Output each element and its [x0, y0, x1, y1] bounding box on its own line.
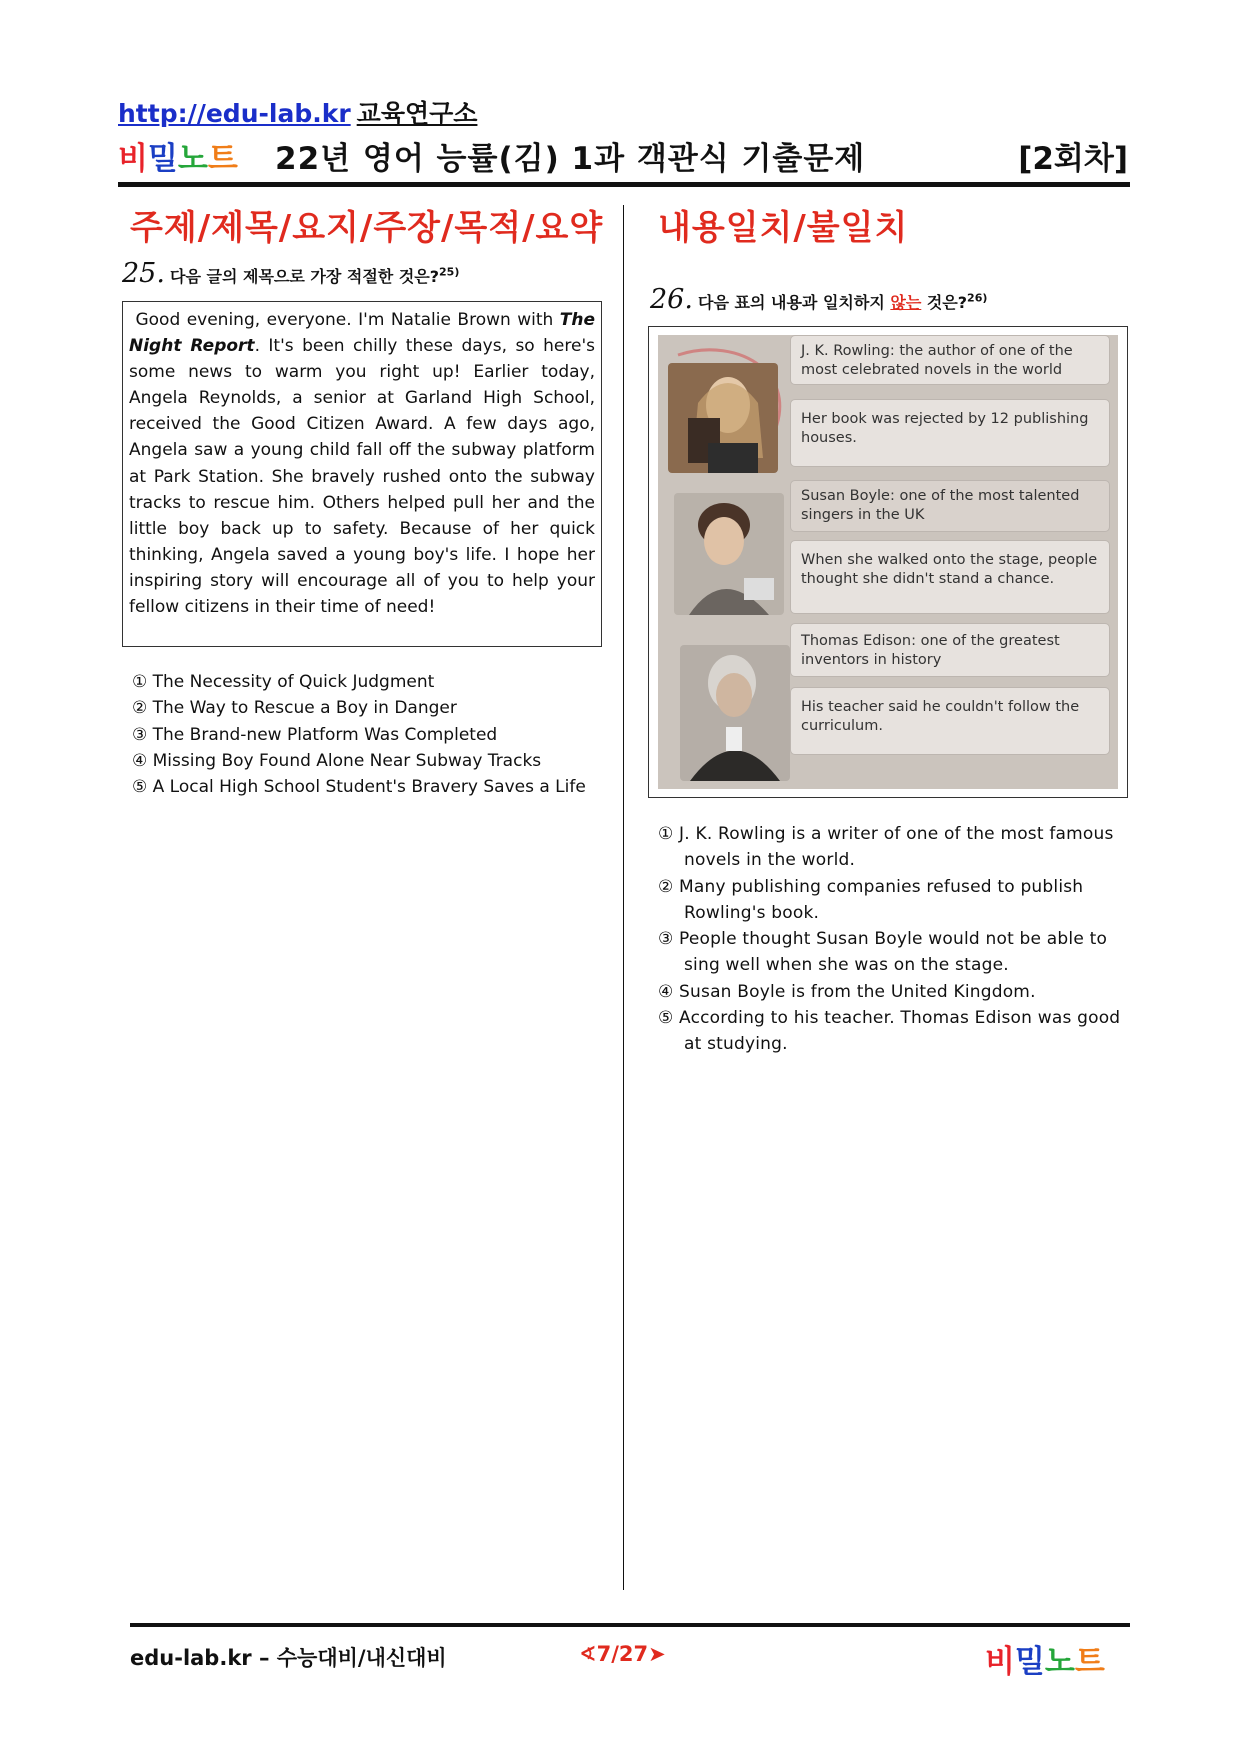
footer-site-text: edu-lab.kr – 수능대비/내신대비 — [130, 1646, 447, 1670]
answer-options-25 — [132, 669, 586, 800]
figure-box — [648, 326, 1128, 798]
right-section-heading: 내용일치/불일치 — [658, 208, 909, 248]
brand-char-2: 밀 — [1014, 1644, 1045, 1680]
header-divider — [118, 182, 1130, 187]
option-1[interactable]: ① The Necessity of Quick Judgment — [132, 672, 435, 692]
brand-char-3: 노 — [177, 141, 208, 177]
column-divider — [623, 205, 624, 1590]
brand-char-4: 트 — [1074, 1644, 1105, 1680]
page-title — [118, 133, 1128, 178]
option-4[interactable]: ④ Susan Boyle is from the United Kingdom. — [658, 981, 1036, 1002]
option-4[interactable]: ④ Missing Boy Found Alone Near Subway Tracks — [132, 750, 542, 771]
footer-brand-logo — [985, 1636, 1105, 1681]
question-number: 26. — [650, 284, 693, 315]
question-text: 다음 표의 내용과 일치하지 않는 것은?$^{26)}$ — [698, 291, 988, 312]
rowling-info-card: J. K. Rowling: the author of one of the most celebrated novels in the world — [790, 335, 1110, 385]
page-number: ∢7/27➤ — [579, 1642, 666, 1666]
boyle-detail-card: When she walked onto the stage, people thought she didn't stand a chance. — [790, 540, 1110, 614]
boyle-portrait — [674, 493, 784, 615]
question-number: 25. — [122, 258, 165, 289]
question-26-stem — [650, 284, 987, 315]
brand-char-4: 트 — [207, 141, 238, 177]
passage-text: Good evening, everyone. I'm Natalie Brown with The Night Report. It's been chilly these days, so here's some news to warm you right up! Earlier today, Angela Reynolds, a senior at Garland High School, received the Good Citizen Award. A few days ago, Angela saw a young child fall off the subway platform at Park Station. She bravely rushed onto the subway tracks to rescue him. Others helped pull her and the little boy back up to safety. Because of her quick thinking, Angela saved a young boy's life. I hope her inspiring story will encourage all of you to help your fellow citizens in their time of need! — [129, 310, 595, 618]
edison-detail-card: His teacher said he couldn't follow the curriculum. — [790, 687, 1110, 755]
brand-logo — [118, 141, 238, 177]
option-3[interactable]: ③ The Brand-new Platform Was Completed — [132, 724, 498, 745]
rowling-detail-card: Her book was rejected by 12 publishing houses. — [790, 399, 1110, 467]
left-section-heading: 주제/제목/요지/주장/목적/요약 — [130, 208, 604, 248]
edison-info-card: Thomas Edison: one of the greatest inventors in history — [790, 623, 1110, 677]
option-2[interactable]: ② The Way to Rescue a Boy in Danger — [132, 698, 457, 719]
textbook-photo — [658, 335, 1118, 789]
footnote-ref: 25) — [439, 265, 460, 279]
site-link[interactable]: http://edu-lab.kr — [118, 99, 351, 128]
rowling-portrait — [668, 363, 778, 473]
header-url-line — [118, 94, 477, 130]
edison-portrait — [680, 645, 790, 781]
brand-char-2: 밀 — [147, 141, 178, 177]
exam-subject: 22년 영어 능률(김) 1과 객관식 기출문제 — [275, 141, 866, 177]
boyle-info-card: Susan Boyle: one of the most talented singers in the UK — [790, 480, 1110, 532]
option-2[interactable]: ② Many publishing companies refused to publish Rowling's book. — [658, 876, 1084, 923]
brand-char-1: 비 — [985, 1644, 1015, 1680]
negation-emphasis: 않는 — [890, 293, 922, 312]
option-5[interactable]: ⑤ According to his teacher. Thomas Edison was good at studying. — [658, 1008, 1121, 1055]
org-name: 교육연구소 — [356, 99, 478, 128]
answer-options-26 — [658, 821, 1128, 1058]
brand-char-1: 비 — [118, 141, 148, 177]
option-1[interactable]: ① J. K. Rowling is a writer of one of the most famous novels in the world. — [658, 824, 1114, 871]
footer-divider — [130, 1623, 1130, 1627]
option-5[interactable]: ⑤ A Local High School Student's Bravery Saves a Life — [132, 777, 586, 798]
option-3[interactable]: ③ People thought Susan Boyle would not be able to sing well when she was on the stage. — [658, 929, 1108, 976]
question-25-stem — [122, 258, 459, 289]
footnote-ref: 26) — [967, 291, 988, 305]
program-title: The Night Report — [129, 310, 595, 357]
exam-round: [2회차] — [1018, 141, 1128, 177]
brand-char-3: 노 — [1044, 1644, 1075, 1680]
question-text: 다음 글의 제목으로 가장 적절한 것은?$^{25)}$ — [170, 265, 460, 286]
passage-box — [122, 301, 602, 647]
